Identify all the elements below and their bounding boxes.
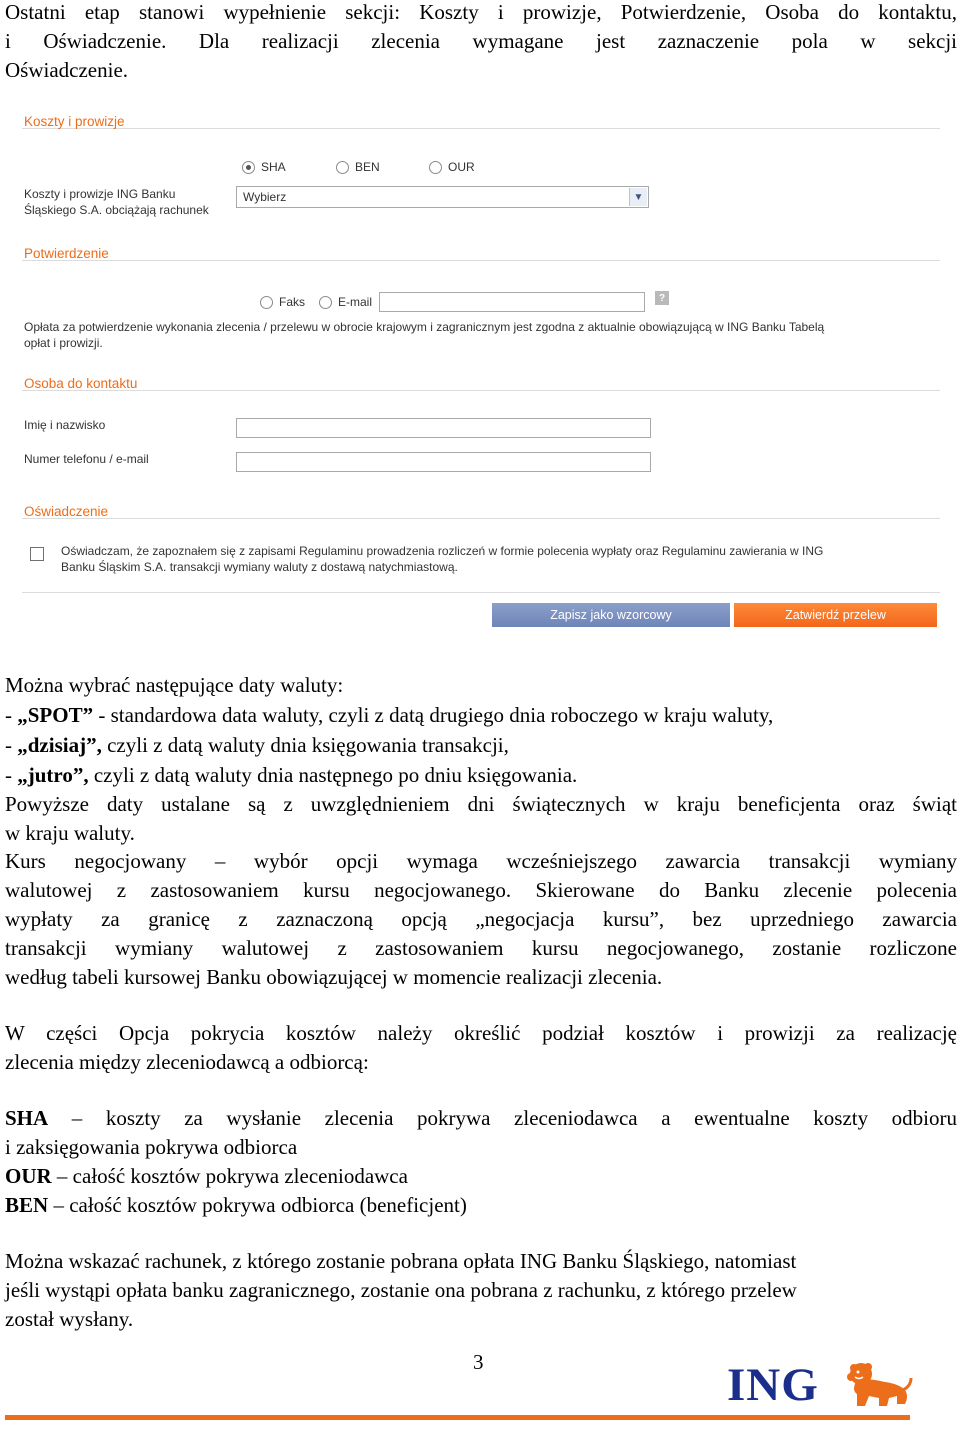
save-as-template-button[interactable]: Zapisz jako wzorcowy xyxy=(492,603,730,627)
radio-ben[interactable] xyxy=(336,160,380,174)
name-label: Imię i nazwisko xyxy=(24,418,106,432)
section-title-costs: Koszty i prowizje xyxy=(24,114,125,129)
account-line: został wysłany. xyxy=(5,1307,134,1331)
holidays-line: w kraju waluty. xyxy=(5,821,135,845)
radio-sha[interactable] xyxy=(242,160,286,174)
cost-options-list xyxy=(5,1104,957,1220)
note-line: opłat i prowizji. xyxy=(24,336,103,350)
rate-line: wypłaty za granicę z zaznaczoną opcją „negocjacja kursu”, bez uprzedniego zawarcia xyxy=(5,907,957,931)
rate-line: Kurs negocjowany – wybór opcji wymaga wcześniejszego zawarcia transakcji wymiany xyxy=(5,849,957,873)
radio-label-email: E-mail xyxy=(338,295,373,309)
tomorrow-desc: czyli z datą waluty dnia następnego po dniu księgowania. xyxy=(88,763,578,787)
section-header-confirmation xyxy=(22,232,940,261)
phone-label: Numer telefonu / e-mail xyxy=(24,452,149,466)
term-sha: SHA xyxy=(5,1106,49,1130)
statement-checkbox[interactable] xyxy=(30,547,44,561)
radio-email[interactable] xyxy=(319,295,372,309)
term-tomorrow: „jutro”, xyxy=(17,763,89,787)
costs-account-select[interactable] xyxy=(236,186,649,208)
radio-label-our: OUR xyxy=(448,160,475,174)
confirm-transfer-button[interactable]: Zatwierdź przelew xyxy=(734,603,937,627)
lion-icon xyxy=(839,1360,913,1410)
statement-text xyxy=(61,543,931,575)
intro-paragraph xyxy=(5,0,957,85)
dates-intro: Można wybrać następujące daty waluty: xyxy=(5,673,344,697)
radio-label-sha: SHA xyxy=(261,160,286,174)
term-our: OUR xyxy=(5,1164,52,1188)
costs-account-label xyxy=(24,186,209,218)
option-ben xyxy=(5,1191,957,1220)
term-ben: BEN xyxy=(5,1193,49,1217)
radio-dot[interactable] xyxy=(336,161,349,174)
term-spot: „SPOT” xyxy=(17,703,94,727)
costs-label-line: Śląskiego S.A. obciążają rachunek xyxy=(24,203,209,217)
divider xyxy=(22,592,940,593)
rate-line: walutowej z zastosowaniem kursu negocjowanego. Skierowane do Banku zlecenie polecenia xyxy=(5,878,957,902)
term-today: „dzisiaj”, xyxy=(17,733,102,757)
radio-faks[interactable] xyxy=(260,295,305,309)
section-header-costs xyxy=(22,100,940,129)
footer-rule xyxy=(5,1415,910,1420)
cost-line: zlecenia między zleceniodawcą a odbiorcą: xyxy=(5,1050,369,1074)
name-field[interactable] xyxy=(236,418,651,438)
logo-text: ING xyxy=(727,1359,819,1411)
account-line: Można wskazać rachunek, z którego zostanie pobrana opłata ING Banku Śląskiego, natomiast xyxy=(5,1249,797,1273)
list-item-tomorrow: - „jutro”, czyli z datą waluty dnia następnego po dniu księgowania. xyxy=(5,763,578,787)
option-our xyxy=(5,1162,957,1191)
section-title-confirmation: Potwierdzenie xyxy=(24,246,109,261)
holidays-paragraph xyxy=(5,790,957,848)
costs-label-line: Koszty i prowizje ING Banku xyxy=(24,187,176,201)
help-icon[interactable]: ? xyxy=(655,291,669,305)
select-value: Wybierz xyxy=(243,190,287,204)
rate-line: według tabeli kursowej Banku obowiązującej w momencie realizacji zlecenia. xyxy=(5,965,663,989)
cost-option-paragraph xyxy=(5,1019,957,1077)
sha-desc-cont: i zaksięgowania pokrywa odbiorca xyxy=(5,1135,298,1159)
account-line: jeśli wystąpi opłata banku zagranicznego, zostanie ona pobrana z rachunku, z którego przelew xyxy=(5,1278,797,1302)
ben-desc: – całość kosztów pokrywa odbiorca (beneficjent) xyxy=(48,1193,467,1217)
transfer-form-screenshot xyxy=(22,100,940,635)
today-desc: czyli z datą waluty dnia księgowania transakcji, xyxy=(101,733,509,757)
intro-line: i Oświadczenie. Dla realizacji zlecenia wymagane jest zaznaczenie pola w sekcji xyxy=(5,29,957,53)
ing-logo xyxy=(727,1360,913,1410)
note-line: Opłata za potwierdzenie wykonania zlecenia / przelewu w obrocie krajowym i zagranicznym jest zgodna z aktualnie obowiązującą w ING Banku Tabelą xyxy=(24,320,825,334)
fee-account-paragraph xyxy=(5,1247,957,1334)
section-header-contact xyxy=(22,362,940,391)
statement-line: Banku Śląskim S.A. transakcji wymiany waluty z dostawą natychmiastową. xyxy=(61,560,458,574)
section-title-contact: Osoba do kontaktu xyxy=(24,376,138,391)
sha-desc: – koszty za wysłanie zlecenia pokrywa zleceniodawca a ewentualne koszty odbioru xyxy=(48,1106,957,1130)
rate-line: transakcji wymiany walutowej z zastosowaniem kursu negocjowanego, zostanie rozliczone xyxy=(5,936,957,960)
spot-desc: - standardowa data waluty, czyli z datą drugiego dnia roboczego w kraju waluty, xyxy=(93,703,774,727)
statement-line: Oświadczam, że zapoznałem się z zapisami Regulaminu prowadzenia rozliczeń w formie polecenia wypłaty oraz Regulaminu zawierania w ING xyxy=(61,544,824,558)
list-item-spot: - „SPOT” - standardowa data waluty, czyli z datą drugiego dnia roboczego w kraju waluty, xyxy=(5,703,774,727)
option-sha xyxy=(5,1104,957,1133)
radio-our[interactable] xyxy=(429,160,475,174)
value-dates-paragraph xyxy=(5,670,957,790)
confirmation-fee-note xyxy=(24,319,934,351)
chevron-down-icon[interactable]: ▼ xyxy=(629,188,647,206)
holidays-line: Powyższe daty ustalane są z uwzględnieniem dni świątecznych w kraju beneficjenta oraz świąt xyxy=(5,792,957,816)
intro-line: Oświadczenie. xyxy=(5,58,129,82)
cost-line: W części Opcja pokrycia kosztów należy określić podział kosztów i prowizji za realizację xyxy=(5,1021,957,1045)
intro-line: Ostatni etap stanowi wypełnienie sekcji: Koszty i prowizje, Potwierdzenie, Osoba do kontaktu, xyxy=(5,0,957,24)
radio-dot[interactable] xyxy=(260,296,273,309)
negotiated-rate-paragraph xyxy=(5,847,957,992)
radio-label-ben: BEN xyxy=(355,160,380,174)
page-number: 3 xyxy=(473,1350,484,1374)
radio-dot[interactable] xyxy=(429,161,442,174)
radio-dot-selected[interactable] xyxy=(242,161,255,174)
email-field[interactable] xyxy=(379,292,645,312)
section-title-statement: Oświadczenie xyxy=(24,504,109,519)
section-header-statement xyxy=(22,490,940,519)
list-item-today: - „dzisiaj”, czyli z datą waluty dnia księgowania transakcji, xyxy=(5,733,509,757)
our-desc: – całość kosztów pokrywa zleceniodawca xyxy=(51,1164,408,1188)
radio-dot[interactable] xyxy=(319,296,332,309)
phone-email-field[interactable] xyxy=(236,452,651,472)
radio-label-faks: Faks xyxy=(279,295,306,309)
